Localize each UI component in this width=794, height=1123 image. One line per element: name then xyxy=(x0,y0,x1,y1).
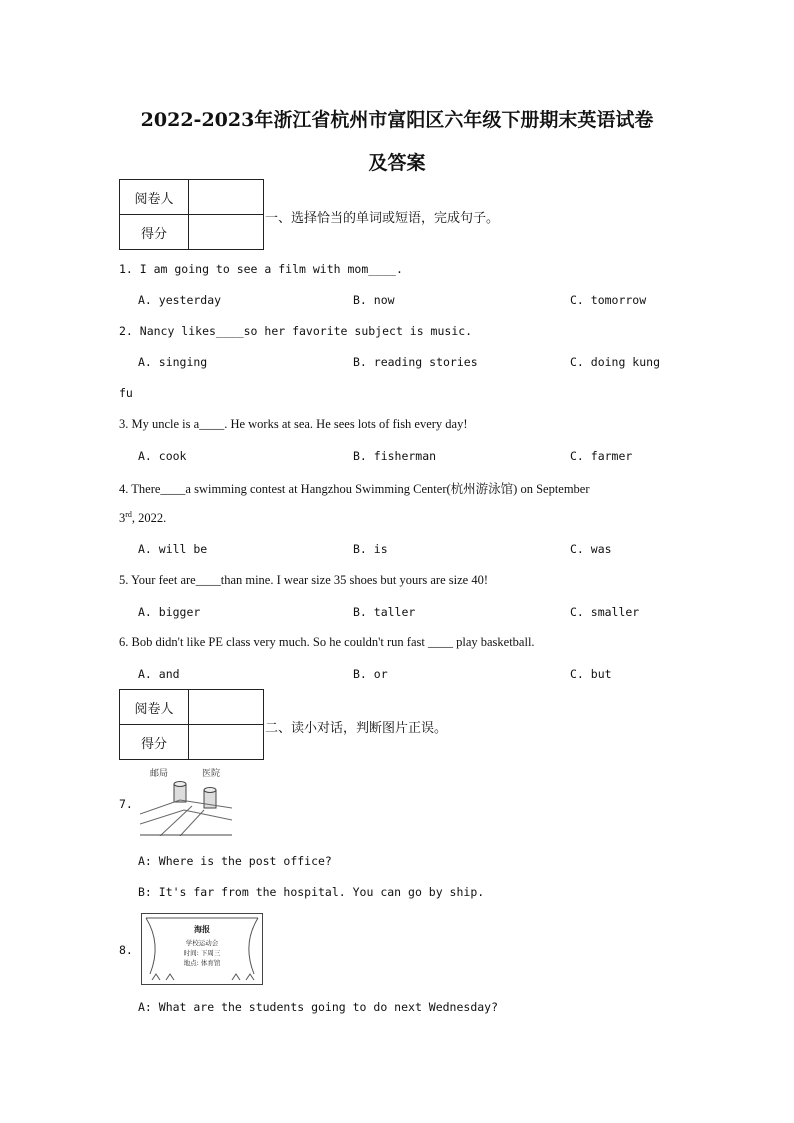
poster-illustration xyxy=(142,914,262,984)
score-blank[interactable] xyxy=(189,215,264,250)
page-title-line1: 2022-2023年浙江省杭州市富阳区六年级下册期末英语试卷 xyxy=(140,109,654,131)
q2-option-b[interactable]: B. reading stories xyxy=(353,355,478,369)
section-1-heading: 一、选择恰当的单词或短语，完成句子。 xyxy=(265,211,500,226)
reviewer-blank[interactable] xyxy=(189,180,264,215)
reviewer-label: 阅卷人 xyxy=(120,180,189,215)
score-table xyxy=(119,179,264,250)
q3-option-a[interactable]: A. cook xyxy=(138,449,187,463)
q4-date-num: 3 xyxy=(119,511,126,526)
page-title-line2: 及答案 xyxy=(368,152,426,174)
q7-dialogue-b: B: It's far from the hospital. You can go by ship. xyxy=(138,885,485,899)
q5-option-b[interactable]: B. taller xyxy=(353,605,416,619)
score-label: 得分 xyxy=(120,215,189,250)
poster-line-3: 地点: 体育馆 xyxy=(183,959,221,967)
section-2-heading: 二、读小对话，判断图片正误。 xyxy=(265,721,448,736)
q4-option-b[interactable]: B. is xyxy=(353,542,388,556)
map-label-post-office: 邮局 xyxy=(150,769,169,779)
q6-option-a[interactable]: A. and xyxy=(138,667,180,681)
poster-line-2: 时间: 下周三 xyxy=(183,949,221,957)
q3-option-c[interactable]: C. farmer xyxy=(570,449,633,463)
map-label-hospital: 医院 xyxy=(202,769,221,779)
q4-option-c[interactable]: C. was xyxy=(570,542,612,556)
q8-poster-picture xyxy=(141,913,263,985)
q2-option-c[interactable]: C. doing kung xyxy=(570,355,661,369)
q2-option-a[interactable]: A. singing xyxy=(138,355,208,369)
q4-option-a[interactable]: A. will be xyxy=(138,542,208,556)
score-label: 得分 xyxy=(120,725,189,760)
question-2: 2. Nancy likes____so her favorite subject is music. xyxy=(119,324,473,338)
q6-option-b[interactable]: B. or xyxy=(353,667,388,681)
question-4-cont xyxy=(119,510,166,526)
q2-option-c-wrap: fu xyxy=(119,386,133,400)
question-3: 3. My uncle is a____. He works at sea. He sees lots of fish every day! xyxy=(119,417,468,431)
map-illustration xyxy=(140,764,232,836)
question-1: 1. I am going to see a film with mom____. xyxy=(119,262,403,276)
q5-option-c[interactable]: C. smaller xyxy=(570,605,640,619)
q6-option-c[interactable]: C. but xyxy=(570,667,612,681)
q1-option-b[interactable]: B. now xyxy=(353,293,395,307)
q4-date-sup: rd xyxy=(125,510,132,519)
question-5: 5. Your feet are____than mine. I wear size 35 shoes but yours are size 40! xyxy=(119,573,488,587)
q5-option-a[interactable]: A. bigger xyxy=(138,605,201,619)
q7-dialogue-a: A: Where is the post office? xyxy=(138,854,332,868)
q8-dialogue-a: A: What are the students going to do next Wednesday? xyxy=(138,1000,499,1014)
q1-option-c[interactable]: C. tomorrow xyxy=(570,293,647,307)
poster-line-1: 学校运动会 xyxy=(185,939,219,947)
question-7-number: 7. xyxy=(119,797,133,811)
score-blank[interactable] xyxy=(189,725,264,760)
q4-date-rest: , 2022. xyxy=(131,511,167,526)
poster-title: 海报 xyxy=(194,925,210,934)
score-table-2 xyxy=(119,689,264,760)
reviewer-blank[interactable] xyxy=(189,690,264,725)
q7-map-picture xyxy=(140,764,232,836)
reviewer-label: 阅卷人 xyxy=(120,690,189,725)
question-4: 4. There____a swimming contest at Hangzhou Swimming Center(杭州游泳馆) on September xyxy=(119,482,590,496)
q3-option-b[interactable]: B. fisherman xyxy=(353,449,437,463)
q1-option-a[interactable]: A. yesterday xyxy=(138,293,222,307)
question-8-number: 8. xyxy=(119,943,133,957)
question-6: 6. Bob didn't like PE class very much. So he couldn't run fast ____ play basketball. xyxy=(119,635,535,649)
